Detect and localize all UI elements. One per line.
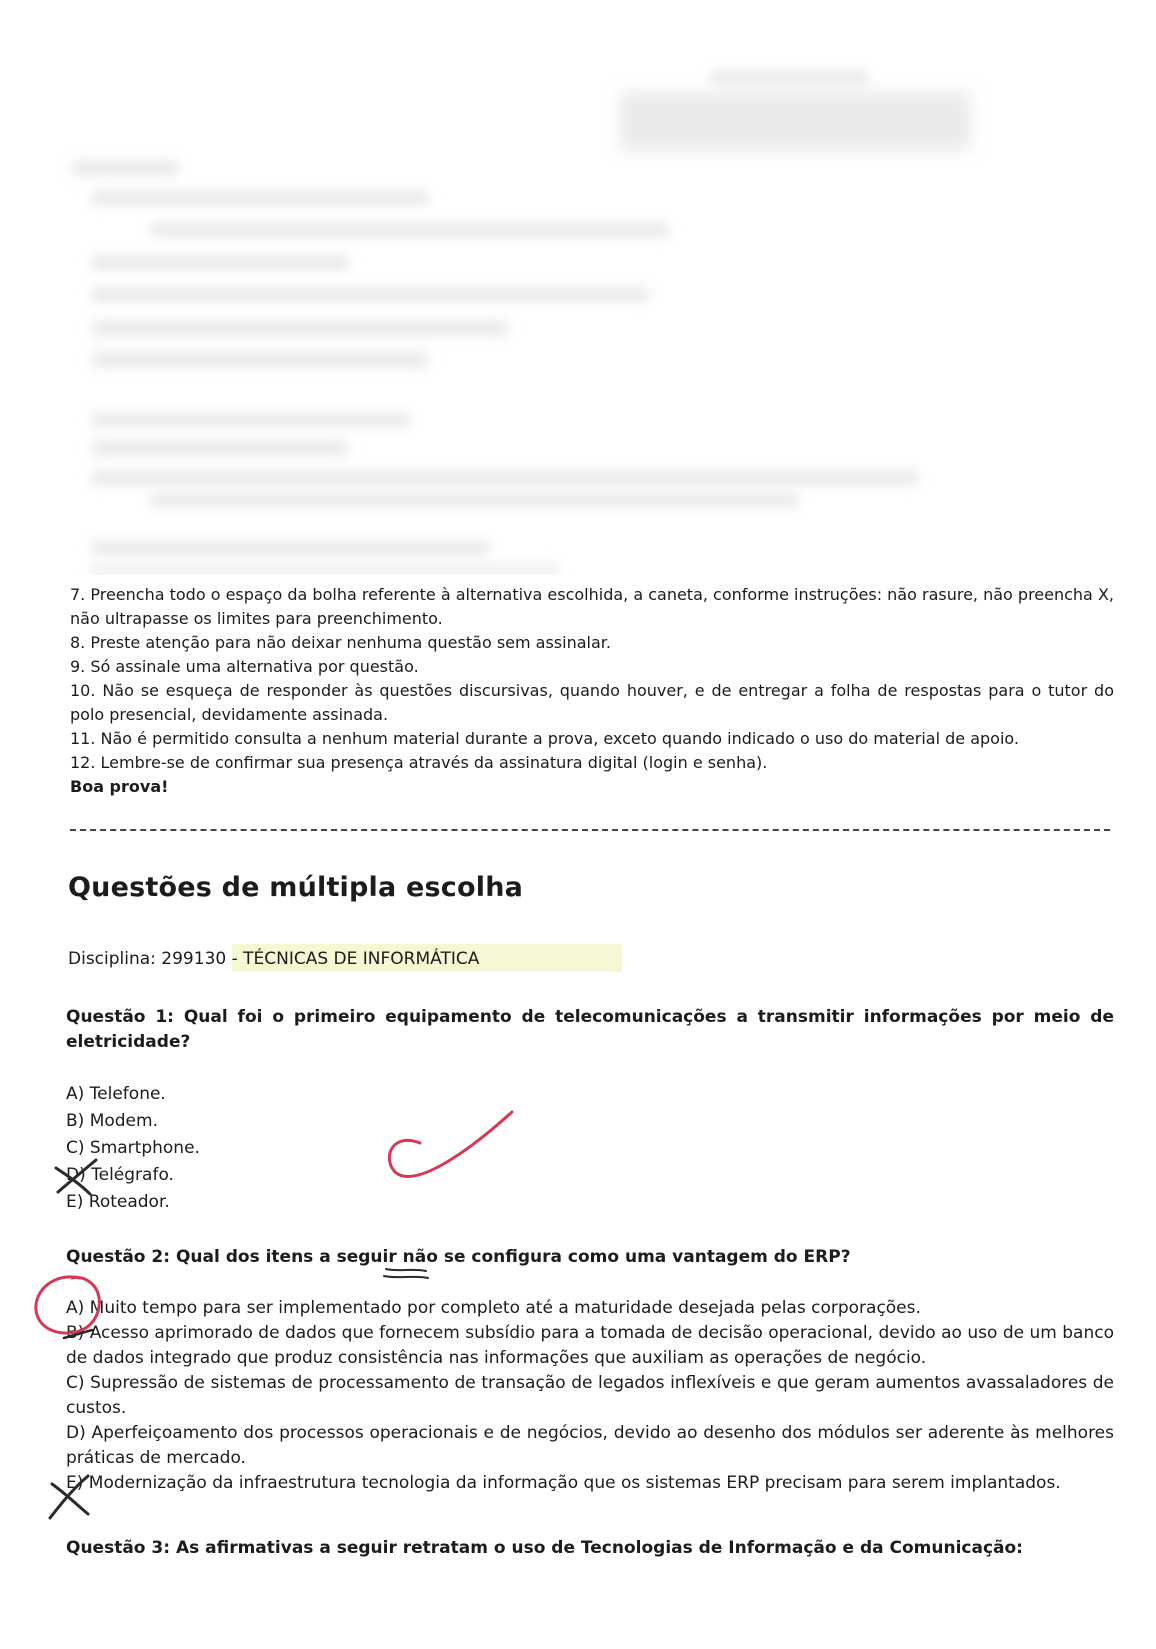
redacted-header-area <box>0 0 1156 575</box>
option-b: B) Acesso aprimorado de dados que fornecem subsídio para a tomada de decisão operacional, devido ao uso de um banco de dados integrado que produz consistência nas informações que auxiliam as operações de negócio. <box>66 1323 1114 1368</box>
instruction-item: 11. Não é permitido consulta a nenhum material durante a prova, exceto quando indicado o uso do material de apoio. <box>70 729 1019 748</box>
option-c: C) Supressão de sistemas de processamento de transação de legados inflexíveis e que geram aumentos avassaladores de custos. <box>66 1373 1114 1418</box>
option-a: A) Telefone. <box>66 1084 166 1104</box>
redacted-box <box>620 92 970 150</box>
instruction-item: 8. Preste atenção para não deixar nenhuma questão sem assinalar. <box>70 633 611 652</box>
redacted-line <box>90 412 410 428</box>
question-title: Questão 2: Qual dos itens a seguir não se configura como uma vantagem do ERP? <box>66 1247 851 1267</box>
option-e: E) Roteador. <box>66 1192 170 1212</box>
redacted-line <box>710 70 870 86</box>
redacted-line <box>90 540 490 556</box>
question-1 <box>66 1005 1114 1216</box>
instruction-item: 10. Não se esqueça de responder às questões discursivas, quando houver, e de entregar a folha de respostas para o tutor do polo presencial, devidamente assinada. <box>70 681 1114 724</box>
question-title: Questão 1: Qual foi o primeiro equipamento de telecomunicações a transmitir informações por meio de eletricidade? <box>66 1007 1114 1052</box>
option-a: A) Muito tempo para ser implementado por completo até a maturidade desejada pelas corporações. <box>66 1298 921 1318</box>
question-3 <box>66 1536 1114 1587</box>
redacted-line <box>90 255 350 271</box>
redacted-line <box>90 562 560 575</box>
option-e: E) Modernização da infraestrutura tecnologia da informação que os sistemas ERP precisam para serem implantados. <box>66 1473 1061 1493</box>
instruction-item: 12. Lembre-se de confirmar sua presença através da assinatura digital (login e senha). <box>70 753 768 772</box>
dashed-divider <box>70 829 1110 831</box>
instruction-item: 9. Só assinale uma alternativa por questão. <box>70 657 419 676</box>
redacted-line <box>90 440 350 456</box>
redacted-line <box>90 287 650 303</box>
redacted-line <box>90 352 430 368</box>
option-c: C) Smartphone. <box>66 1138 200 1158</box>
instruction-item: 7. Preencha todo o espaço da bolha referente à alternativa escolhida, a caneta, conforme instruções: não rasure, não preencha X, não ultrapasse os limites para preenchimento. <box>70 585 1114 628</box>
redacted-line <box>150 222 670 238</box>
section-title: Questões de múltipla escolha <box>68 872 524 903</box>
option-b: B) Modem. <box>66 1111 158 1131</box>
question-2 <box>66 1245 1114 1496</box>
redacted-line <box>90 320 510 336</box>
redacted-line <box>70 160 180 176</box>
redacted-line <box>90 470 920 486</box>
redacted-line <box>90 190 430 206</box>
redacted-line <box>150 492 800 508</box>
option-d: D) Telégrafo. <box>66 1165 174 1185</box>
closing-text: Boa prova! <box>70 777 169 796</box>
option-d: D) Aperfeiçoamento dos processos operacionais e de negócios, devido ao desenho dos módulos ser aderente às melhores práticas de mercado. <box>66 1423 1114 1468</box>
disciplina-label: Disciplina: 299130 - TÉCNICAS DE INFORMÁTICA <box>68 949 480 969</box>
instructions-list <box>70 583 1114 799</box>
question-title: Questão 3: As afirmativas a seguir retratam o uso de Tecnologias de Informação e da Comunicação: <box>66 1538 1023 1558</box>
